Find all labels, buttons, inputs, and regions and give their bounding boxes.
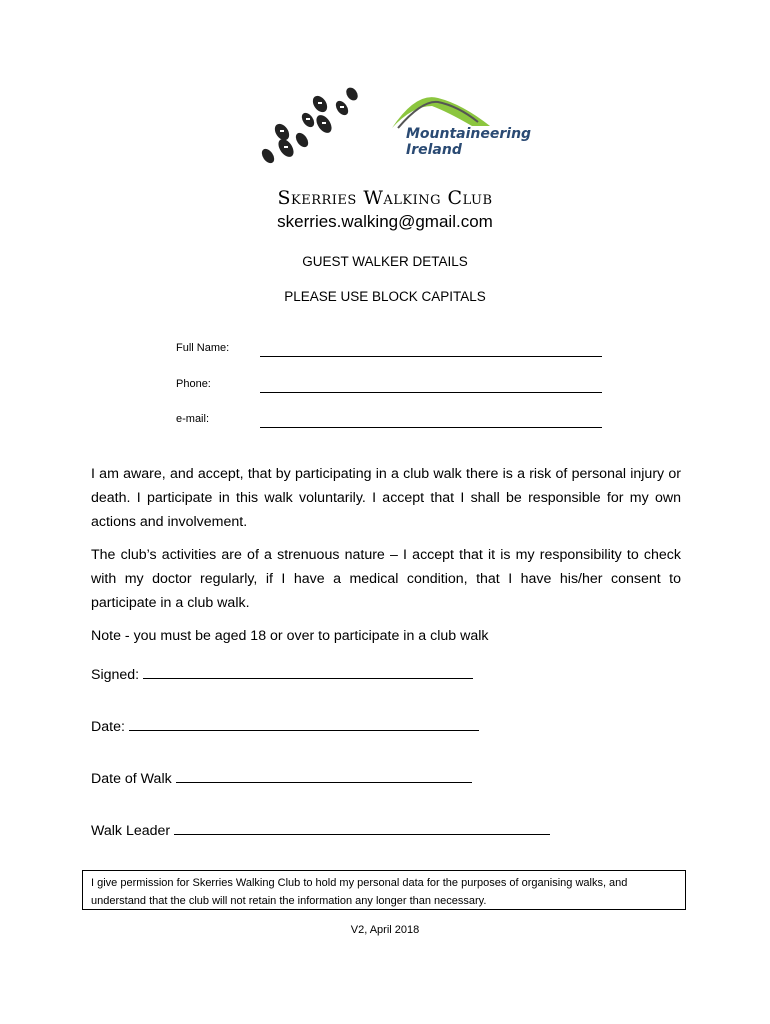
form-title: GUEST WALKER DETAILS xyxy=(302,254,468,269)
date-of-walk-field[interactable] xyxy=(176,768,472,783)
signed-field[interactable] xyxy=(143,664,473,679)
form-subtitle: PLEASE USE BLOCK CAPITALS xyxy=(284,289,486,304)
email-label: e-mail: xyxy=(176,413,210,425)
version-label: V2, April 2018 xyxy=(350,924,420,936)
club-name: Skerries Walking Club xyxy=(277,187,493,209)
phone-field[interactable] xyxy=(260,392,602,393)
footprints-logo xyxy=(258,84,370,168)
signed-row xyxy=(91,664,473,683)
walk-leader-field[interactable] xyxy=(174,820,550,835)
walk-leader-row xyxy=(91,820,550,839)
phone-label: Phone: xyxy=(176,378,211,390)
full-name-row xyxy=(176,342,606,360)
walk-leader-label: Walk Leader xyxy=(91,823,171,839)
logo-wordmark xyxy=(406,126,531,158)
club-email: skerries.walking@gmail.com xyxy=(277,212,493,231)
full-name-label: Full Name: xyxy=(176,342,230,354)
data-consent-box: I give permission for Skerries Walking Club to hold my personal data for the purposes of organising walks, and understand that the club will not retain the information any longer than necessary. xyxy=(82,870,686,910)
date-field[interactable] xyxy=(129,716,479,731)
age-note: Note - you must be aged 18 or over to participate in a club walk xyxy=(91,628,489,644)
email-row xyxy=(176,413,606,431)
signed-label: Signed: xyxy=(91,667,140,683)
date-row xyxy=(91,716,479,735)
phone-row xyxy=(176,378,606,396)
date-of-walk-label: Date of Walk xyxy=(91,771,172,787)
date-label: Date: xyxy=(91,719,125,735)
logo-line-2: Ireland xyxy=(406,142,462,158)
full-name-field[interactable] xyxy=(260,356,602,357)
health-paragraph: The club’s activities are of a strenuous nature – I accept that it is my responsibility to check with my doctor regularly, if I have a medical condition, that I have his/her consent to participate in a club walk. xyxy=(91,547,681,611)
liability-paragraph: I am aware, and accept, that by participating in a club walk there is a risk of personal injury or death. I participate in this walk voluntarily. I accept that I shall be responsible for my own actions and involvement. xyxy=(91,466,681,530)
logo-line-1: Mountaineering xyxy=(406,126,532,142)
date-of-walk-row xyxy=(91,768,472,787)
email-field[interactable] xyxy=(260,427,602,428)
